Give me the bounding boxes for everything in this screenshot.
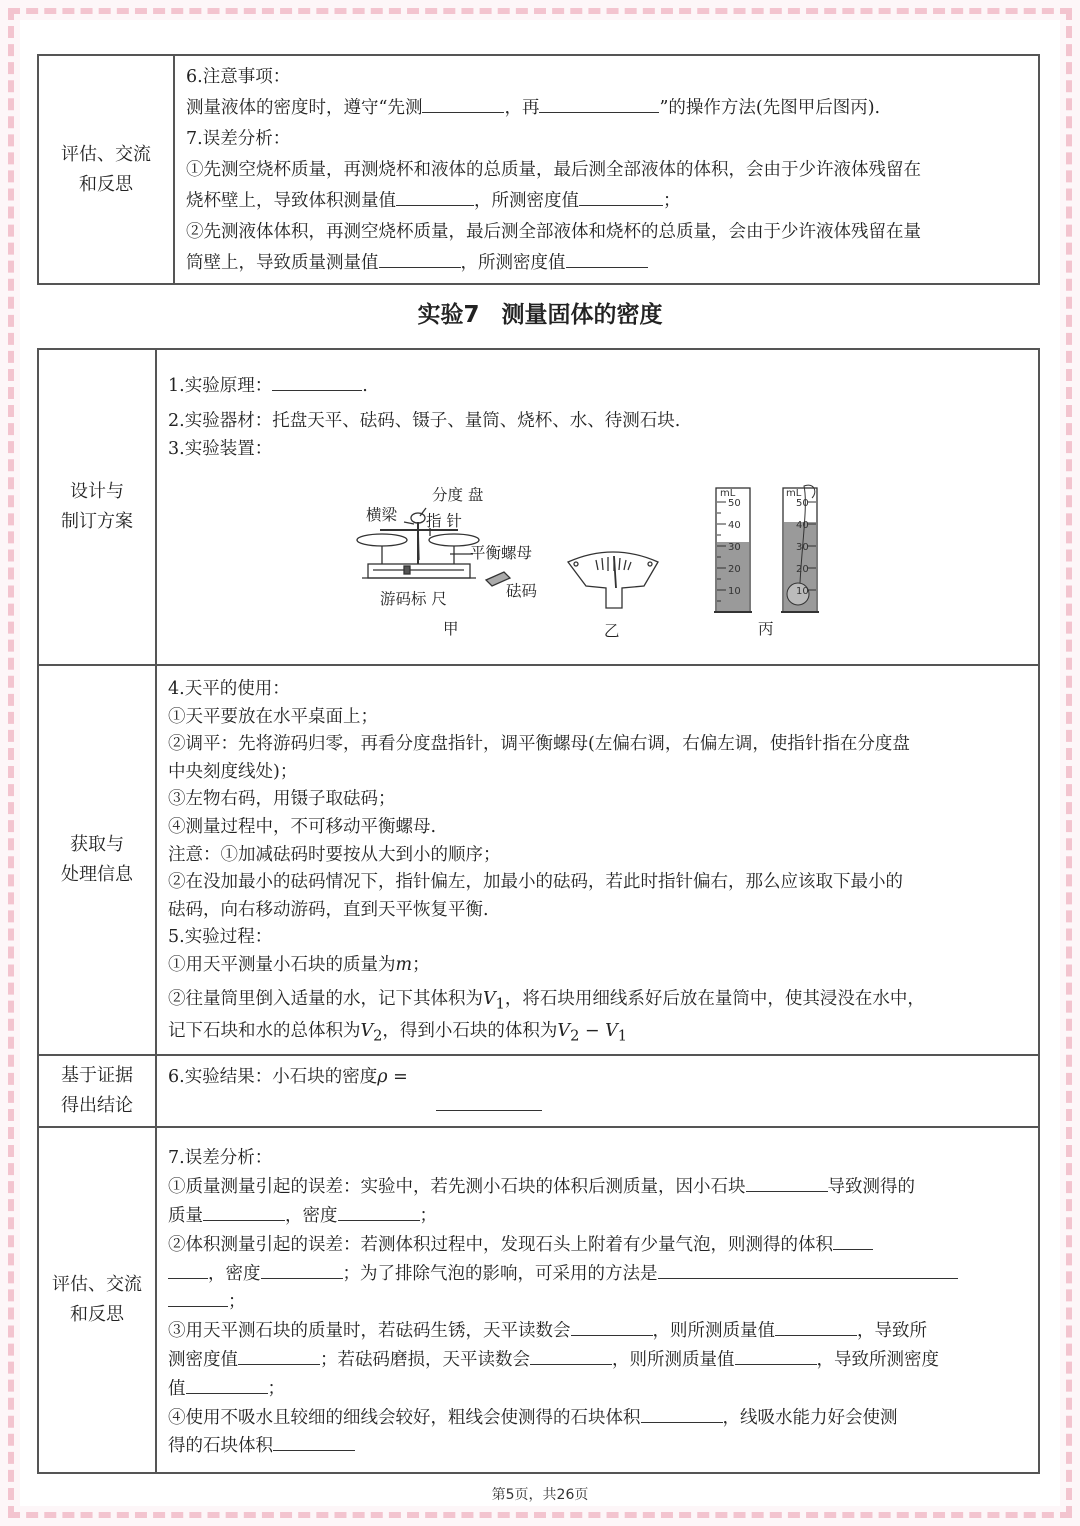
text-line	[168, 1063, 1028, 1092]
page-footer: 第5页，共26页	[491, 1487, 589, 1503]
left-pan	[357, 534, 407, 546]
rider-label: 游码标 尺	[380, 589, 447, 608]
text-line: ①先测空烧杯质量，再测烧杯和液体的总质量，最后测全部液体的体积，会由于少许液体残留在	[186, 160, 921, 180]
text-line: 5.实验过程：	[168, 927, 273, 948]
label-line: 和反思	[70, 1303, 124, 1325]
text-line: 7.误差分析：	[168, 1148, 273, 1169]
var-v: V	[605, 1020, 618, 1041]
fig-label-yi: 乙	[604, 621, 620, 640]
text-line: ②调平：先将游码归零，再看分度盘指针，调平衡螺母(左偏右调，右偏左调，使指针指在分度盘	[168, 734, 910, 755]
text: .	[362, 376, 368, 396]
dial-plate	[411, 513, 425, 523]
text: ，所测密度值	[474, 191, 579, 211]
text: ，密度	[285, 1205, 338, 1226]
main-table	[37, 348, 1040, 1474]
balance-base	[368, 564, 470, 578]
page	[20, 20, 1060, 1506]
text-line: 3.实验装置：	[168, 439, 273, 460]
text-line	[168, 1432, 1028, 1461]
text: ，导致所	[857, 1321, 927, 1342]
answer-blank[interactable]	[833, 1231, 873, 1250]
text-line: ②先测液体体积，再测空烧杯质量，最后测全部液体和烧杯的总质量，会由于少许液体残留在量	[186, 222, 921, 242]
rho-symbol: ρ	[377, 1067, 388, 1088]
text-line: 注意：①加减砝码时要按从大到小的顺序；	[168, 844, 501, 865]
dial-tick	[602, 558, 603, 570]
label-line: 评估、交流	[61, 143, 151, 165]
text-line	[168, 1092, 1028, 1121]
text: ，密度	[208, 1263, 261, 1284]
text: 烧杯壁上，导致体积测量值	[186, 191, 396, 211]
design-cell	[156, 349, 1039, 665]
weights-label: 砝码	[506, 581, 538, 600]
var-m: m	[395, 954, 413, 975]
text: 质量	[168, 1205, 203, 1226]
cyl1-tick-label: 10	[728, 585, 741, 597]
text-line	[168, 1231, 1028, 1260]
dial-tick	[619, 558, 620, 570]
text: ①质量测量引起的误差：实验中，若先测小石块的体积后测质量，因小石块	[168, 1177, 746, 1198]
text: 1.实验原理：	[168, 376, 273, 396]
text-line: 4.天平的使用：	[168, 679, 290, 699]
text-line	[168, 1202, 1028, 1231]
cyl1-tick-label: 40	[728, 519, 741, 531]
dial-tick	[596, 560, 598, 570]
label-line: 得出结论	[61, 1094, 133, 1116]
text-line	[168, 1288, 1028, 1317]
dial-figure	[568, 552, 658, 608]
top-table	[37, 54, 1040, 285]
text-line: 2.实验器材：托盘天平、砝码、镊子、量筒、烧杯、水、待测石块.	[168, 410, 681, 431]
cyl2-tick-label: 10	[796, 585, 809, 597]
subscript: 1	[617, 1027, 628, 1045]
label-line: 基于证据	[61, 1064, 133, 1086]
answer-blank[interactable]	[746, 1173, 828, 1192]
pointer-label: 指 针	[426, 511, 462, 530]
label-line: 处理信息	[61, 863, 133, 885]
text: ；为了排除气泡的影响，可采用的方法是	[342, 1263, 658, 1284]
text: ”的操作方法(先图甲后图丙).	[659, 98, 881, 118]
answer-blank[interactable]	[186, 1375, 268, 1394]
var-v: V	[360, 1020, 374, 1041]
text: ④使用不吸水且较细的细线会较好，粗线会使测得的石块体积	[168, 1407, 641, 1428]
text: 记下石块和水的总体积为	[168, 1020, 361, 1041]
rider	[404, 566, 410, 574]
answer-blank[interactable]	[579, 187, 663, 206]
text: ；	[228, 1292, 246, 1313]
text: ；	[412, 954, 430, 975]
text-line	[168, 986, 1028, 1018]
label-line: 设计与	[70, 481, 124, 502]
apparatus-figures	[168, 464, 1028, 644]
subscript: 2	[373, 1027, 383, 1045]
cyl1-tick-label: 20	[728, 563, 741, 575]
text-line: ④测量过程中，不可移动平衡螺母.	[168, 816, 437, 837]
text: 筒壁上，导致质量测量值	[186, 253, 379, 273]
acquire-cell	[156, 665, 1039, 1055]
text: ，将石块用细线系好后放在量筒中，使其浸没在水中，	[504, 988, 925, 1009]
answer-blank[interactable]	[379, 249, 461, 268]
var-v: V	[483, 988, 496, 1009]
answer-blank[interactable]	[338, 1202, 420, 1221]
answer-blank[interactable]	[168, 1260, 208, 1279]
experiment-number: 实验7	[417, 302, 480, 328]
answer-blank[interactable]	[775, 1317, 857, 1336]
text-line	[168, 1317, 1028, 1346]
beam-label: 横梁	[366, 505, 398, 524]
dial-screw	[574, 562, 578, 566]
answer-blank[interactable]	[272, 370, 362, 391]
cyl1-unit: mL	[720, 487, 736, 499]
fig-label-bing: 丙	[758, 619, 774, 638]
text: 测密度值	[168, 1349, 238, 1370]
answer-blank[interactable]	[422, 94, 504, 113]
answer-blank[interactable]	[203, 1202, 285, 1221]
answer-blank[interactable]	[238, 1346, 320, 1365]
label-line: 制订方案	[61, 511, 133, 532]
text: =	[387, 1067, 408, 1088]
dial-outline	[568, 552, 658, 608]
text-line	[168, 370, 1028, 401]
cyl2-unit: mL	[786, 487, 802, 499]
answer-blank[interactable]	[641, 1404, 723, 1423]
row-label-acquire	[38, 665, 156, 1055]
fig-label-jia: 甲	[443, 619, 459, 638]
text-line	[168, 1404, 1028, 1433]
cyl2-tick-label: 30	[796, 541, 809, 553]
eval-cell	[156, 1127, 1039, 1473]
text: −	[579, 1020, 606, 1041]
apparatus-svg	[168, 464, 1028, 644]
row-label-conclusion	[38, 1055, 156, 1127]
text-line	[168, 1375, 1028, 1404]
label-line: 评估、交流	[52, 1273, 142, 1295]
text: ①用天平测量小石块的质量为	[168, 954, 396, 975]
row-label-eval	[38, 1127, 156, 1473]
dial-label: 分度 盘	[432, 485, 484, 504]
answer-blank[interactable]	[571, 1317, 653, 1336]
cyl2-tick-label: 40	[796, 519, 809, 531]
answer-blank[interactable]	[530, 1346, 612, 1365]
answer-blank[interactable]	[168, 1288, 228, 1307]
text: ，再	[504, 98, 540, 118]
cyl1-tick-label: 50	[728, 497, 741, 509]
text: ②往量筒里倒入适量的水，记下其体积为	[168, 988, 483, 1009]
answer-blank[interactable]	[273, 1432, 355, 1451]
cyl2-tick-label: 50	[796, 497, 809, 509]
answer-blank[interactable]	[396, 187, 474, 206]
notes-cell	[174, 55, 1039, 284]
conclusion-cell	[156, 1055, 1039, 1127]
row-label-design	[38, 349, 156, 665]
text-line: ②在没加最小的砝码情况下，指针偏左，加最小的砝码，若此时指针偏右，那么应该取下最小的	[168, 872, 903, 893]
text: ；	[267, 1378, 285, 1399]
text: ，得到小石块的体积为	[382, 1020, 558, 1041]
text-line	[186, 93, 1028, 124]
text: ②体积测量引起的误差：若测体积过程中，发现石头上附着有少量气泡，则测得的体积	[168, 1234, 833, 1255]
answer-blank[interactable]	[735, 1346, 817, 1365]
text-line	[168, 1260, 1028, 1289]
text: 测量液体的密度时，遵守“先测	[186, 98, 423, 118]
text-line	[186, 186, 1028, 217]
label-line: 获取与	[70, 833, 124, 855]
subscript: 1	[495, 995, 505, 1013]
text: ；若砝码磨损，天平读数会	[320, 1349, 530, 1370]
text: ，则所测质量值	[612, 1349, 735, 1370]
text-line: 6.注意事项：	[186, 67, 291, 87]
dial-tick	[628, 562, 631, 570]
text-line: 7.误差分析：	[186, 129, 291, 149]
text: 得的石块体积	[168, 1436, 273, 1457]
text-line	[168, 952, 1028, 980]
dial-needle	[614, 556, 616, 588]
text: ，导致所测密度	[816, 1349, 939, 1370]
text: ；	[419, 1205, 437, 1226]
cyl2-tick-label: 20	[796, 563, 809, 575]
answer-blank[interactable]	[436, 1100, 542, 1111]
text-line	[168, 1346, 1028, 1375]
text-line	[168, 1018, 1028, 1050]
dial-tick	[624, 560, 626, 570]
text-line: 中央刻度线处)；	[168, 761, 298, 782]
text-line: ③左物右码，用镊子取砝码；	[168, 789, 396, 810]
beam-leader	[404, 522, 414, 524]
text: ③用天平测石块的质量时，若砝码生锈，天平读数会	[168, 1321, 571, 1342]
text: ，线吸水能力好会使测	[722, 1407, 898, 1428]
dial-screw	[648, 562, 652, 566]
nut-label: 平衡螺母	[470, 543, 533, 562]
text: ，所测密度值	[460, 253, 566, 273]
subscript: 2	[570, 1027, 580, 1045]
experiment-name: 测量固体的密度	[501, 302, 663, 328]
var-v: V	[557, 1020, 571, 1041]
answer-blank[interactable]	[658, 1260, 958, 1279]
text: ；	[663, 191, 681, 211]
text-line	[168, 1173, 1028, 1202]
answer-blank[interactable]	[566, 249, 648, 268]
label-line: 和反思	[79, 173, 133, 195]
text: 导致测得的	[827, 1177, 915, 1198]
answer-blank[interactable]	[539, 94, 659, 113]
text: ，则所测质量值	[652, 1321, 775, 1342]
answer-blank[interactable]	[261, 1260, 343, 1279]
row-label-eval	[38, 55, 174, 284]
cyl1-tick-label: 30	[728, 541, 741, 553]
text-line	[186, 248, 1028, 279]
text: 值	[168, 1378, 186, 1399]
text: 6.实验结果：小石块的密度	[168, 1067, 378, 1088]
text-line: ①天平要放在水平桌面上；	[168, 706, 378, 727]
text-line: 砝码，向右移动游码，直到天平恢复平衡.	[168, 899, 489, 920]
section-title	[20, 296, 1060, 329]
